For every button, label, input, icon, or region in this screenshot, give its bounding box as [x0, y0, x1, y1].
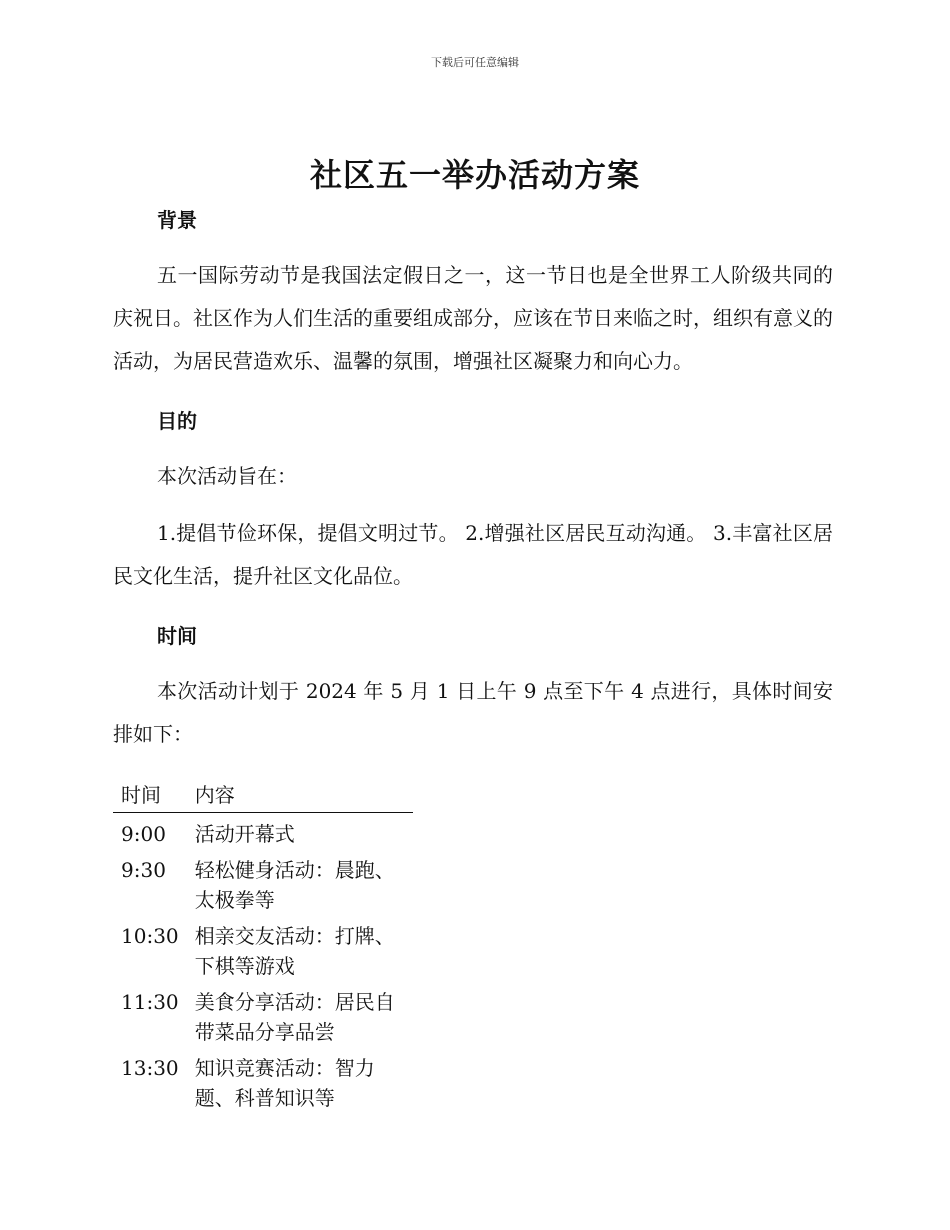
table-row [113, 813, 413, 850]
header-note: 下载后可任意编辑 [431, 56, 519, 69]
schedule-content-cell: 知识竞赛活动：智力题、科普知识等 [194, 1056, 375, 1110]
purpose-intro: 本次活动旨在： [157, 464, 297, 488]
schedule-content-cell: 轻松健身活动：晨跑、太极拳等 [194, 858, 395, 912]
schedule-content-cell: 美食分享活动：居民自带菜品分享品尝 [194, 990, 395, 1044]
section-heading-purpose: 目的 [157, 409, 197, 433]
schedule-content-cell: 活动开幕式 [194, 822, 295, 846]
schedule-time-cell: 13:30 [121, 1056, 179, 1080]
table-row [113, 915, 413, 981]
schedule-header-content: 内容 [187, 778, 413, 813]
section-heading-background: 背景 [157, 208, 197, 232]
time-paragraph: 本次活动计划于 2024 年 5 月 1 日上午 9 点至下午 4 点进行，具体时间安排如下： [113, 679, 833, 746]
table-row [113, 849, 413, 915]
schedule-content-cell: 相亲交友活动：打牌、下棋等游戏 [194, 924, 395, 978]
purpose-paragraph: 1.提倡节俭环保，提倡文明过节。 2.增强社区居民互动沟通。 3.丰富社区居民文化生活，提升社区文化品位。 [113, 521, 833, 588]
schedule-table [113, 778, 413, 1113]
document-body [113, 200, 833, 1113]
schedule-time-cell: 9:00 [121, 822, 166, 846]
schedule-time-cell: 11:30 [121, 990, 179, 1014]
background-paragraph: 五一国际劳动节是我国法定假日之一，这一节日也是全世界工人阶级共同的庆祝日。社区作为人们生活的重要组成部分，应该在节日来临之时，组织有意义的活动，为居民营造欢乐、温馨的氛围，增强社区凝聚力和向心力。 [113, 263, 833, 373]
schedule-header-time: 时间 [113, 778, 187, 813]
table-row [113, 1047, 413, 1113]
schedule-header-row [113, 778, 413, 813]
table-row [113, 981, 413, 1047]
schedule-time-cell: 9:30 [121, 858, 166, 882]
document-title: 社区五一举办活动方案 [309, 156, 640, 194]
section-heading-time: 时间 [157, 624, 197, 648]
schedule-time-cell: 10:30 [121, 924, 179, 948]
